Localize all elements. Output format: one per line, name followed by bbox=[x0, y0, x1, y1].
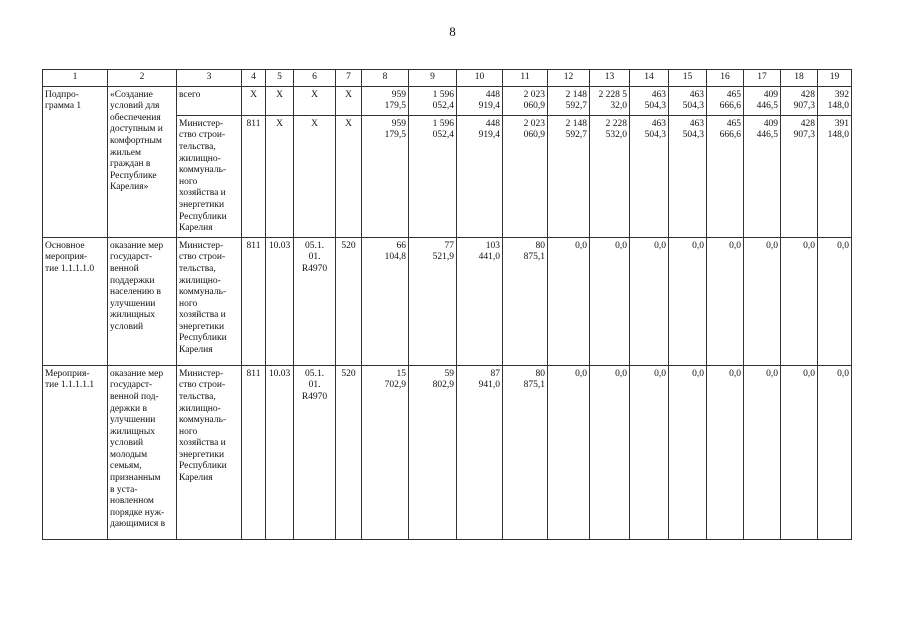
name-cell: оказание мер государст- венной под- держки в улучшении жилищных условий молодым семьям, признанным в уста- новленном порядке нуж- дающимися в bbox=[108, 365, 177, 539]
value-cell: 2 148 592,7 bbox=[548, 115, 590, 237]
vr-cell: 520 bbox=[336, 237, 362, 365]
value-cell: 0,0 bbox=[548, 365, 590, 539]
value-cell: 2 023 060,9 bbox=[503, 115, 548, 237]
page-number: 8 bbox=[449, 24, 456, 39]
value-cell: 409 446,5 bbox=[744, 86, 781, 115]
value-cell: 0,0 bbox=[818, 365, 852, 539]
status-cell: Мероприя- тие 1.1.1.1.1 bbox=[43, 365, 108, 539]
column-header-8: 8 bbox=[362, 70, 409, 87]
value-cell: 0,0 bbox=[781, 365, 818, 539]
value-cell: 80 875,1 bbox=[503, 237, 548, 365]
value-cell: 1 596 052,4 bbox=[409, 115, 457, 237]
rzpr-cell: 10.03 bbox=[266, 237, 294, 365]
column-header-15: 15 bbox=[669, 70, 707, 87]
value-cell: 392 148,0 bbox=[818, 86, 852, 115]
value-cell: 463 504,3 bbox=[630, 115, 669, 237]
column-header-13: 13 bbox=[590, 70, 630, 87]
value-cell: 428 907,3 bbox=[781, 115, 818, 237]
executor-cell: всего bbox=[177, 86, 242, 115]
column-header-6: 6 bbox=[294, 70, 336, 87]
csr-cell: Х bbox=[294, 115, 336, 237]
column-header-17: 17 bbox=[744, 70, 781, 87]
budget-table bbox=[42, 69, 852, 540]
value-cell: 0,0 bbox=[548, 237, 590, 365]
value-cell: 463 504,3 bbox=[669, 115, 707, 237]
rzpr-cell: Х bbox=[266, 86, 294, 115]
value-cell: 1 596 052,4 bbox=[409, 86, 457, 115]
value-cell: 463 504,3 bbox=[669, 86, 707, 115]
value-cell: 2 148 592,7 bbox=[548, 86, 590, 115]
value-cell: 0,0 bbox=[781, 237, 818, 365]
value-cell: 959 179,5 bbox=[362, 86, 409, 115]
value-cell: 66 104,8 bbox=[362, 237, 409, 365]
value-cell: 2 228 5 32,0 bbox=[590, 86, 630, 115]
rzpr-cell: Х bbox=[266, 115, 294, 237]
value-cell: 0,0 bbox=[669, 237, 707, 365]
value-cell: 0,0 bbox=[744, 237, 781, 365]
value-cell: 0,0 bbox=[630, 365, 669, 539]
value-cell: 15 702,9 bbox=[362, 365, 409, 539]
column-header-1: 1 bbox=[43, 70, 108, 87]
table-row bbox=[43, 365, 852, 539]
value-cell: 391 148,0 bbox=[818, 115, 852, 237]
value-cell: 0,0 bbox=[669, 365, 707, 539]
executor-cell: Министер- ство строи- тельства, жилищно- коммуналь- ного хозяйства и энергетики Республики Карелия bbox=[177, 115, 242, 237]
column-header-5: 5 bbox=[266, 70, 294, 87]
column-header-14: 14 bbox=[630, 70, 669, 87]
name-cell: «Создание условий для обеспечения доступным и комфортным жильем граждан в Республике Карелия» bbox=[108, 86, 177, 237]
column-header-18: 18 bbox=[781, 70, 818, 87]
value-cell: 0,0 bbox=[590, 237, 630, 365]
value-cell: 0,0 bbox=[744, 365, 781, 539]
executor-cell: Министер- ство строи- тельства, жилищно- коммуналь- ного хозяйства и энергетики Республики Карелия bbox=[177, 365, 242, 539]
value-cell: 0,0 bbox=[630, 237, 669, 365]
value-cell: 409 446,5 bbox=[744, 115, 781, 237]
column-header-3: 3 bbox=[177, 70, 242, 87]
value-cell: 2 023 060,9 bbox=[503, 86, 548, 115]
column-header-2: 2 bbox=[108, 70, 177, 87]
value-cell: 448 919,4 bbox=[457, 86, 503, 115]
grbs-cell: 811 bbox=[242, 115, 266, 237]
vr-cell: 520 bbox=[336, 365, 362, 539]
column-header-4: 4 bbox=[242, 70, 266, 87]
value-cell: 59 802,9 bbox=[409, 365, 457, 539]
value-cell: 959 179,5 bbox=[362, 115, 409, 237]
header-row bbox=[43, 70, 852, 87]
column-header-19: 19 bbox=[818, 70, 852, 87]
value-cell: 465 666,6 bbox=[707, 115, 744, 237]
value-cell: 77 521,9 bbox=[409, 237, 457, 365]
value-cell: 0,0 bbox=[818, 237, 852, 365]
grbs-cell: 811 bbox=[242, 237, 266, 365]
column-header-16: 16 bbox=[707, 70, 744, 87]
value-cell: 0,0 bbox=[590, 365, 630, 539]
csr-cell: Х bbox=[294, 86, 336, 115]
status-cell: Основное мероприя- тие 1.1.1.1.0 bbox=[43, 237, 108, 365]
grbs-cell: Х bbox=[242, 86, 266, 115]
name-cell: оказание мер государст- венной поддержки населению в улучшении жилищных условий bbox=[108, 237, 177, 365]
value-cell: 103 441,0 bbox=[457, 237, 503, 365]
value-cell: 80 875,1 bbox=[503, 365, 548, 539]
value-cell: 87 941,0 bbox=[457, 365, 503, 539]
executor-cell: Министер- ство строи- тельства, жилищно- коммуналь- ного хозяйства и энергетики Республики Карелия bbox=[177, 237, 242, 365]
csr-cell: 05.1. 01. R4970 bbox=[294, 237, 336, 365]
column-header-7: 7 bbox=[336, 70, 362, 87]
vr-cell: Х bbox=[336, 115, 362, 237]
csr-cell: 05.1. 01. R4970 bbox=[294, 365, 336, 539]
vr-cell: Х bbox=[336, 86, 362, 115]
table-row bbox=[43, 237, 852, 365]
value-cell: 465 666,6 bbox=[707, 86, 744, 115]
rzpr-cell: 10.03 bbox=[266, 365, 294, 539]
value-cell: 0,0 bbox=[707, 365, 744, 539]
column-header-9: 9 bbox=[409, 70, 457, 87]
table-row bbox=[43, 86, 852, 115]
value-cell: 0,0 bbox=[707, 237, 744, 365]
grbs-cell: 811 bbox=[242, 365, 266, 539]
column-header-11: 11 bbox=[503, 70, 548, 87]
column-header-10: 10 bbox=[457, 70, 503, 87]
value-cell: 428 907,3 bbox=[781, 86, 818, 115]
value-cell: 463 504,3 bbox=[630, 86, 669, 115]
status-cell: Подпро- грамма 1 bbox=[43, 86, 108, 237]
value-cell: 2 228 532,0 bbox=[590, 115, 630, 237]
value-cell: 448 919,4 bbox=[457, 115, 503, 237]
column-header-12: 12 bbox=[548, 70, 590, 87]
